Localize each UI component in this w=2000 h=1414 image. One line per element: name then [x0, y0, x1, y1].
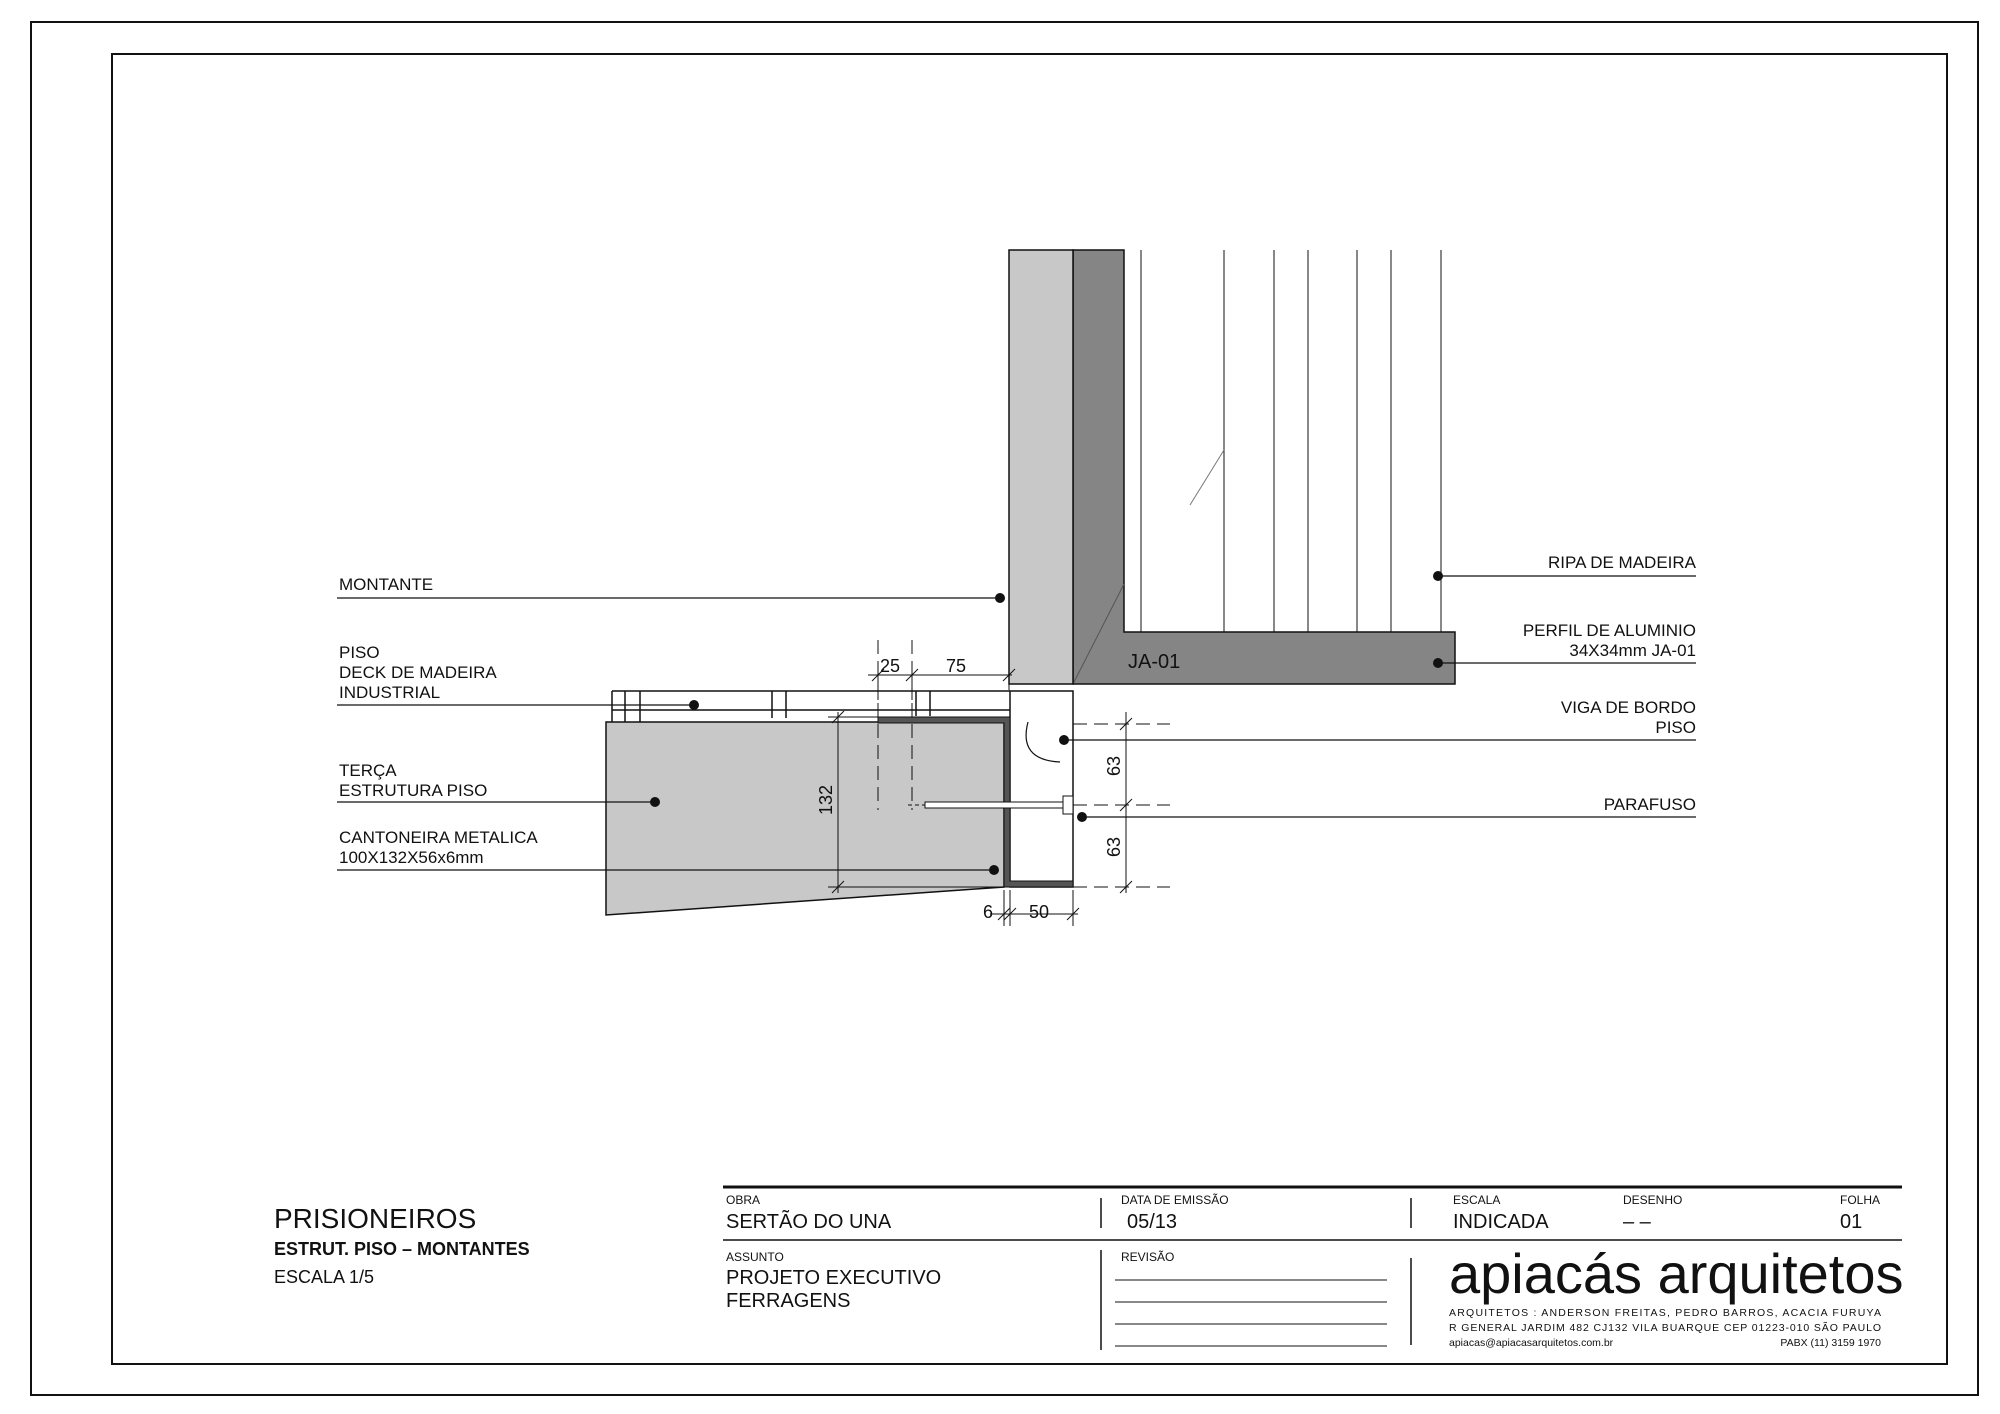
label-viga-2: PISO: [1655, 718, 1696, 737]
montante: [1009, 250, 1073, 684]
ripa-panel: [1136, 250, 1446, 632]
drawing-subtitle: ESTRUT. PISO – MONTANTES: [274, 1239, 530, 1259]
credits-architects: ARQUITETOS : ANDERSON FREITAS, PEDRO BARROS, ACACIA FURUYA: [1449, 1307, 1881, 1319]
leader-dot-perfil: [1433, 658, 1443, 668]
desenho-value: – –: [1623, 1211, 1651, 1233]
revisao-label: REVISÃO: [1121, 1250, 1175, 1264]
label-terca-1: TERÇA: [339, 761, 397, 780]
label-viga-1: VIGA DE BORDO: [1560, 698, 1696, 717]
label-parafuso: PARAFUSO: [1603, 795, 1696, 814]
credits-email: apiacas@apiacasarquitetos.com.br: [1449, 1337, 1614, 1349]
leader-dot-piso: [689, 700, 699, 710]
label-montante: MONTANTE: [339, 575, 434, 594]
label-piso-3: INDUSTRIAL: [339, 683, 441, 702]
profile-tag: JA-01: [1128, 651, 1181, 673]
folha-value: 01: [1840, 1211, 1863, 1233]
credits-phone: PABX (11) 3159 1970: [1780, 1337, 1881, 1349]
label-cantoneira-1: CANTONEIRA METALICA: [339, 828, 538, 847]
assunto-line-1: PROJETO EXECUTIVO: [726, 1267, 942, 1289]
dim-132: 132: [816, 784, 836, 815]
dim-50: 50: [1029, 902, 1050, 922]
leader-dot-parafuso: [1077, 812, 1087, 822]
dim-25: 25: [880, 656, 901, 676]
firm-logo-text: apiacás arquitetos: [1449, 1242, 1904, 1305]
credits-address: R GENERAL JARDIM 482 CJ132 VILA BUARQUE CEP 01223-010 SÃO PAULO: [1449, 1322, 1881, 1334]
label-cantoneira-2: 100X132X56x6mm: [339, 848, 484, 867]
drawing-scale: ESCALA 1/5: [274, 1267, 375, 1287]
viga-bordo: [1010, 691, 1073, 887]
dim-63-bottom: 63: [1104, 836, 1124, 857]
desenho-label: DESENHO: [1623, 1193, 1683, 1207]
escala-value: INDICADA: [1453, 1211, 1549, 1233]
label-piso-1: PISO: [339, 643, 380, 662]
label-terca-2: ESTRUTURA PISO: [339, 781, 488, 800]
folha-label: FOLHA: [1840, 1193, 1881, 1207]
label-piso-2: DECK DE MADEIRA: [339, 663, 497, 682]
leader-dot-cantoneira: [989, 865, 999, 875]
section-detail: [606, 250, 1455, 926]
leader-dot-ripa: [1433, 571, 1443, 581]
dim-63-top: 63: [1104, 755, 1124, 776]
drawing-title: PRISIONEIROS: [274, 1203, 477, 1234]
obra-value: SERTÃO DO UNA: [726, 1211, 892, 1233]
data-emissao-value: 05/13: [1127, 1211, 1178, 1233]
assunto-line-2: FERRAGENS: [726, 1290, 851, 1312]
escala-label: ESCALA: [1453, 1193, 1501, 1207]
label-perfil-2: 34X34mm JA-01: [1569, 641, 1696, 660]
leader-dot-viga: [1059, 735, 1069, 745]
leader-dot-montante: [995, 593, 1005, 603]
label-ripa: RIPA DE MADEIRA: [1548, 553, 1696, 572]
label-perfil-1: PERFIL DE ALUMINIO: [1522, 621, 1696, 640]
assunto-label: ASSUNTO: [726, 1250, 784, 1264]
leader-dot-terca: [650, 797, 660, 807]
obra-label: OBRA: [726, 1193, 761, 1207]
dim-6: 6: [983, 902, 994, 922]
dim-75: 75: [946, 656, 967, 676]
terca-estrutura: [606, 722, 1004, 915]
data-emissao-label: DATA DE EMISSÃO: [1121, 1193, 1229, 1207]
